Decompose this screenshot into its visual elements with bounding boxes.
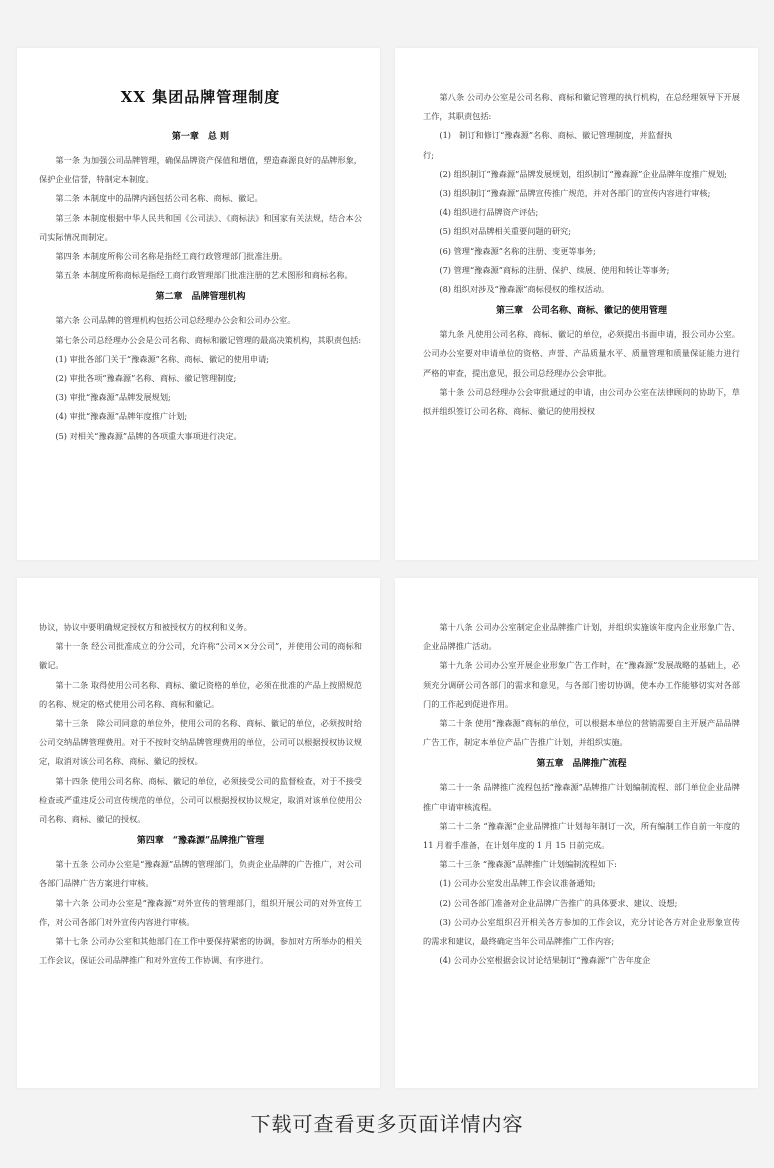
download-caption: 下载可查看更多页面详情内容	[250, 1112, 524, 1136]
document-page-3	[17, 578, 380, 1088]
list-item: (2) 组织制订“豫森源”品牌发展规划，组织制订“豫森源”企业品牌年度推广规划;	[439, 168, 727, 179]
list-item: (1) 公司办公室发出品牌工作会议准备通知;	[439, 878, 596, 889]
list-item: (3) 公司办公室组织召开相关各方参加的工作会议，充分讨论各方对企业形象宣传的需求和建议，最终确定当年公司品牌推广工作内容;	[423, 916, 740, 947]
paragraph: 第九条 凡使用公司名称、商标、徽记的单位，必须提出书面申请，报公司办公室。公司办公室要对申请单位的资格、声誉、产品质量水平、质量管理和质量保证能力进行严格的审查，提出意见，报公司总经理办公会审批。	[423, 329, 740, 378]
list-item: (2) 审批各项“豫森源”名称、商标、徽记管理制度;	[55, 373, 237, 384]
list-item: (4) 公司办公室根据会议讨论结果制订“豫森源”广告年度企	[439, 955, 651, 966]
paragraph: 第十六条 公司办公室是“豫森源”对外宣传的管理部门，组织开展公司的对外宣传工作，对公司各部门对外宣传内容进行审核。	[39, 897, 362, 927]
paragraph: 第十三条 除公司同意的单位外，使用公司的名称、商标、徽记的单位，必须按时给公司交纳品牌管理费用。对于不按时交纳品牌管理费用的单位，公司可以根据授权协议规定，取消对该公司名称、商标、徽记的授权。	[39, 718, 362, 767]
chapter-heading: 第二章 品牌管理机构	[155, 292, 246, 303]
paragraph: 第三条 本制度根据中华人民共和国《公司法》、《商标法》和国家有关法规，结合本公司实际情况而制定。	[39, 212, 362, 242]
paragraph: 第二条 本制度中的品牌内涵包括公司名称、商标、徽记。	[55, 193, 263, 204]
paragraph: 第十八条 公司办公室制定企业品牌推广计划，并组织实施该年度内企业形象广告、企业品牌推广活动。	[423, 622, 740, 652]
list-item: (5) 组织对品牌相关重要问题的研究;	[439, 226, 571, 237]
list-item: (7) 管理“豫森源”商标的注册、保护、续展、使用和转让等事务;	[439, 264, 670, 275]
list-item: (5) 对相关“豫森源”品牌的各项重大事项进行决定。	[55, 430, 242, 441]
document-title: XX 集团品牌管理制度	[120, 88, 281, 106]
document-page-2	[395, 48, 758, 560]
paragraph: 第十二条 取得使用公司名称、商标、徽记资格的单位，必须在批准的产品上按照规范的名称、规定的格式使用公司名称、商标和徽记。	[39, 679, 362, 709]
list-item: (1) 制订和修订“豫森源”名称、商标、徽记管理制度，并监督执	[439, 130, 673, 141]
paragraph: 第一条 为加强公司品牌管理，确保品牌资产保值和增值，塑造森源良好的品牌形象，保护企业信誉，特制定本制度。	[39, 155, 362, 185]
paragraph: 第十一条 经公司批准成立的分公司，允许称“公司××分公司”，并使用公司的商标和徽记。	[39, 641, 362, 671]
paragraph: 第六条 公司品牌的管理机构包括公司总经理办公会和公司办公室。	[55, 315, 296, 326]
paragraph: 第二十三条 “豫森源”品牌推广计划编制流程如下:	[439, 859, 617, 870]
chapter-heading: 第五章 品牌推广流程	[536, 759, 627, 770]
list-item-continuation: 行;	[423, 149, 434, 160]
chapter-heading: 第三章 公司名称、商标、徽记的使用管理	[495, 306, 667, 317]
paragraph: 协议，协议中要明确规定授权方和被授权方的权利和义务。	[39, 622, 252, 632]
paragraph: 第二十条 使用“豫森源”商标的单位，可以根据本单位的营销需要自主开展产品品牌广告工作，制定本单位产品广告推广计划，并组织实施。	[423, 718, 740, 748]
paragraph: 第二十一条 品牌推广流程包括“豫森源”品牌推广计划编制流程、部门单位企业品牌推广申请审核流程。	[423, 782, 740, 812]
paragraph: 第十四条 使用公司名称、商标、徽记的单位，必须接受公司的监督检查，对于不接受检查或严重违反公司宣传规范的单位，公司可以根据授权协议规定，取消对该单位使用公司名称、商标、徽记的授权。	[39, 775, 362, 825]
list-item: (1) 审批各部门关于“豫森源”名称、商标、徽记的使用申请;	[55, 353, 270, 364]
list-item: (4) 组织进行品牌资产评估;	[439, 207, 539, 218]
list-item: (2) 公司各部门准备对企业品牌广告推广的具体要求、建议、设想;	[439, 897, 678, 908]
chapter-heading: 第四章 “豫森源”品牌推广管理	[136, 836, 265, 847]
paragraph: 第十七条 公司办公室和其他部门在工作中要保持紧密的协调，参加对方所举办的相关工作会议，保证公司品牌推广和对外宣传工作协调、有序进行。	[39, 936, 362, 966]
paragraph: 第十五条 公司办公室是“豫森源”品牌的管理部门，负责企业品牌的广告推广，对公司各部门品牌广告方案进行审核。	[39, 859, 362, 889]
list-item: (6) 管理“豫森源”名称的注册、变更等事务;	[439, 245, 596, 256]
paragraph: 第十条 公司总经理办公会审批通过的申请，由公司办公室在法律顾问的协助下，草拟并组织签订公司名称、商标、徽记的使用授权	[423, 386, 740, 417]
paragraph: 第十九条 公司办公室开展企业形象广告工作时，在“豫森源”发展战略的基础上，必须充分调研公司各部门的需求和意见，与各部门密切协调，使本办工作能够切实对各部门的工作起到促进作用。	[423, 660, 740, 709]
paragraph: 第四条 本制度所称公司名称是指经工商行政管理部门批准注册。	[55, 251, 288, 262]
chapter-heading: 第一章 总 则	[171, 132, 230, 142]
list-item: (4) 审批“豫森源”品牌年度推广计划;	[55, 411, 188, 422]
paragraph: 第五条 本制度所称商标是指经工商行政管理部门批准注册的艺术图形和商标名称。	[55, 270, 353, 281]
paragraph: 第七条公司总经理办公会是公司名称、商标和徽记管理的最高决策机构，其职责包括:	[55, 334, 362, 345]
paragraph: 第二十二条 “豫森源”企业品牌推广计划每年制订一次，所有编制工作自前一年度的 11 月着手准备，在计划年度的 1 月 15 日前完成。	[423, 820, 740, 851]
list-item: (3) 审批“豫森源”品牌发展规划;	[55, 392, 171, 403]
document-page-4	[395, 578, 758, 1088]
list-item: (3) 组织制订“豫森源”品牌宣传推广规范，并对各部门的宣传内容进行审核;	[439, 188, 711, 199]
list-item: (8) 组织对涉及“豫森源”商标侵权的维权活动。	[439, 284, 610, 295]
paragraph: 第八条 公司办公室是公司名称、商标和徽记管理的执行机构，在总经理领导下开展工作，其职责包括:	[423, 92, 740, 122]
document-page-1	[17, 48, 380, 560]
